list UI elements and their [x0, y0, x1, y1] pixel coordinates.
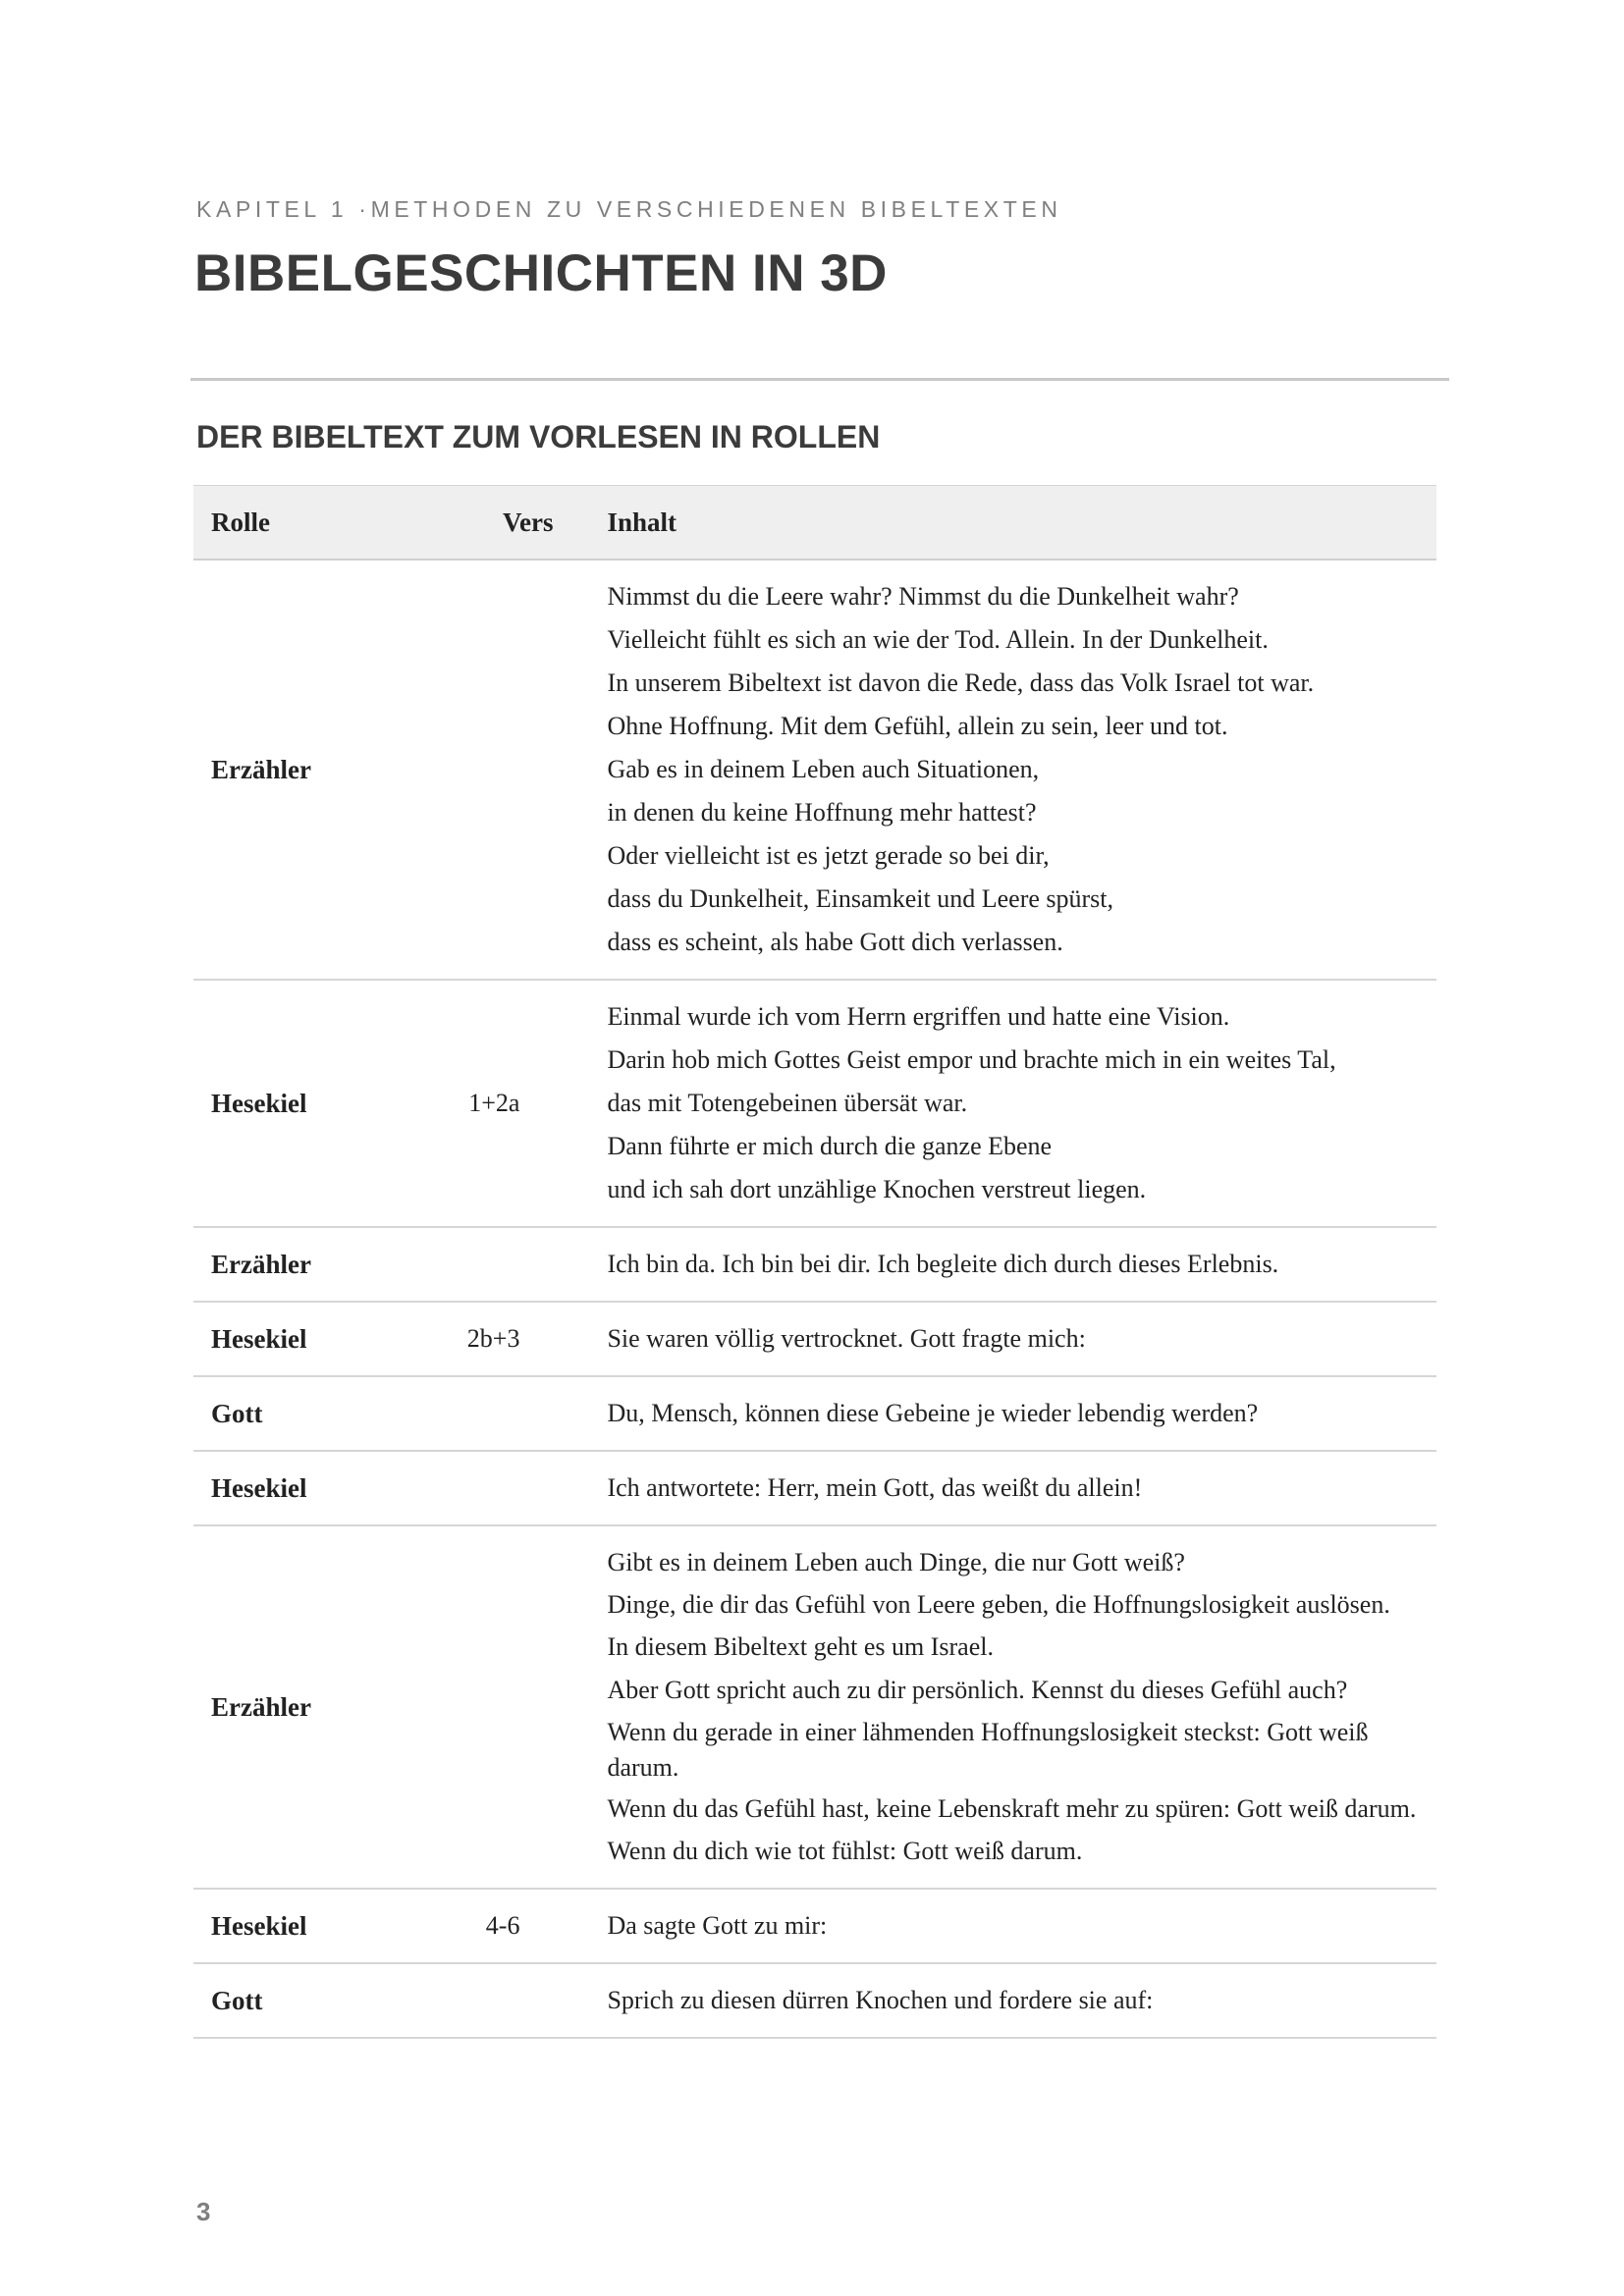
content-line: Oder vielleicht ist es jetzt gerade so bei dir, — [607, 841, 1050, 870]
content-line: Du, Mensch, können diese Gebeine je wieder lebendig werden? — [607, 1399, 1259, 1427]
content-cell — [553, 1963, 1436, 2038]
content-line: Sprich zu diesen dürren Knochen und fordere sie auf: — [607, 1986, 1154, 2014]
chapter-kicker: KAPITEL 1 ·METHODEN ZU VERSCHIEDENEN BIBELTEXTEN — [196, 196, 1062, 222]
roles-table — [193, 485, 1436, 2039]
content-line: Da sagte Gott zu mir: — [607, 1911, 828, 1940]
table-header-row — [193, 486, 1436, 561]
content-cell — [553, 1302, 1436, 1376]
table-row — [193, 1889, 1436, 1963]
table-row — [193, 560, 1436, 980]
content-line: dass es scheint, als habe Gott dich verlassen. — [607, 928, 1063, 956]
verse-cell — [391, 1376, 554, 1451]
table-row — [193, 1451, 1436, 1525]
role-cell: Gott — [193, 1376, 391, 1451]
verse-cell — [391, 560, 554, 980]
content-line: Nimmst du die Leere wahr? Nimmst du die Dunkelheit wahr? — [607, 582, 1239, 611]
content-line: Aber Gott spricht auch zu dir persönlich. Kennst du dieses Gefühl auch? — [607, 1676, 1348, 1704]
role-cell: Erzähler — [193, 560, 391, 980]
column-header-vers: Vers — [391, 486, 554, 561]
content-line: und ich sah dort unzählige Knochen verstreut liegen. — [607, 1175, 1147, 1203]
content-cell — [553, 1525, 1436, 1889]
content-line: Dann führte er mich durch die ganze Ebene — [607, 1132, 1053, 1160]
verse-cell: 4-6 — [391, 1889, 554, 1963]
content-line: Wenn du das Gefühl hast, keine Lebenskraft mehr zu spüren: Gott weiß darum. — [607, 1794, 1417, 1823]
verse-cell — [391, 1451, 554, 1525]
table-row — [193, 1525, 1436, 1889]
content-line: Ich antwortete: Herr, mein Gott, das weißt du allein! — [607, 1473, 1143, 1502]
role-cell: Hesekiel — [193, 1451, 391, 1525]
role-cell: Hesekiel — [193, 980, 391, 1227]
content-line: Sie waren völlig vertrocknet. Gott fragte mich: — [607, 1324, 1086, 1353]
section-title: DER BIBELTEXT ZUM VORLESEN IN ROLLEN — [196, 419, 881, 454]
content-line: Gibt es in deinem Leben auch Dinge, die nur Gott weiß? — [607, 1548, 1185, 1576]
table-row — [193, 1963, 1436, 2038]
table-row — [193, 1302, 1436, 1376]
content-line: Vielleicht fühlt es sich an wie der Tod. Allein. In der Dunkelheit. — [607, 625, 1269, 654]
content-line: Darin hob mich Gottes Geist empor und brachte mich in ein weites Tal, — [607, 1045, 1336, 1074]
content-cell — [553, 980, 1436, 1227]
role-cell: Hesekiel — [193, 1302, 391, 1376]
verse-cell — [391, 1525, 554, 1889]
content-line: Ich bin da. Ich bin bei dir. Ich begleite dich durch dieses Erlebnis. — [607, 1250, 1279, 1278]
verse-cell: 1+2a — [391, 980, 554, 1227]
content-cell — [553, 560, 1436, 980]
content-cell — [553, 1889, 1436, 1963]
content-line: In unserem Bibeltext ist davon die Rede, dass das Volk Israel tot war. — [607, 668, 1315, 697]
table-row — [193, 980, 1436, 1227]
verse-cell: 2b+3 — [391, 1302, 554, 1376]
role-cell: Erzähler — [193, 1525, 391, 1889]
content-line: Wenn du dich wie tot fühlst: Gott weiß darum. — [607, 1837, 1083, 1865]
role-cell: Hesekiel — [193, 1889, 391, 1963]
column-header-rolle: Rolle — [193, 486, 391, 561]
table-row — [193, 1227, 1436, 1302]
content-line: Wenn du gerade in einer lähmenden Hoffnungslosigkeit steckst: Gott weiß darum. — [607, 1718, 1369, 1782]
content-line: Ohne Hoffnung. Mit dem Gefühl, allein zu sein, leer und tot. — [607, 712, 1228, 740]
content-line: dass du Dunkelheit, Einsamkeit und Leere spürst, — [607, 884, 1114, 913]
content-cell — [553, 1376, 1436, 1451]
table-row — [193, 1376, 1436, 1451]
divider — [190, 378, 1449, 381]
content-cell — [553, 1451, 1436, 1525]
page-number: 3 — [196, 2197, 211, 2226]
role-cell: Erzähler — [193, 1227, 391, 1302]
content-line: Einmal wurde ich vom Herrn ergriffen und hatte eine Vision. — [607, 1002, 1230, 1031]
content-line: in denen du keine Hoffnung mehr hattest? — [607, 798, 1037, 827]
content-cell — [553, 1227, 1436, 1302]
content-line: Gab es in deinem Leben auch Situationen, — [607, 755, 1040, 783]
content-line: das mit Totengebeinen übersät war. — [607, 1089, 968, 1117]
page-title: BIBELGESCHICHTEN IN 3D — [194, 244, 888, 302]
role-cell: Gott — [193, 1963, 391, 2038]
verse-cell — [391, 1227, 554, 1302]
verse-cell — [391, 1963, 554, 2038]
content-line: In diesem Bibeltext geht es um Israel. — [607, 1632, 994, 1661]
table-body — [193, 560, 1436, 2038]
column-header-inhalt: Inhalt — [553, 486, 1436, 561]
content-line: Dinge, die dir das Gefühl von Leere geben, die Hoffnungslosigkeit auslösen. — [607, 1590, 1390, 1619]
